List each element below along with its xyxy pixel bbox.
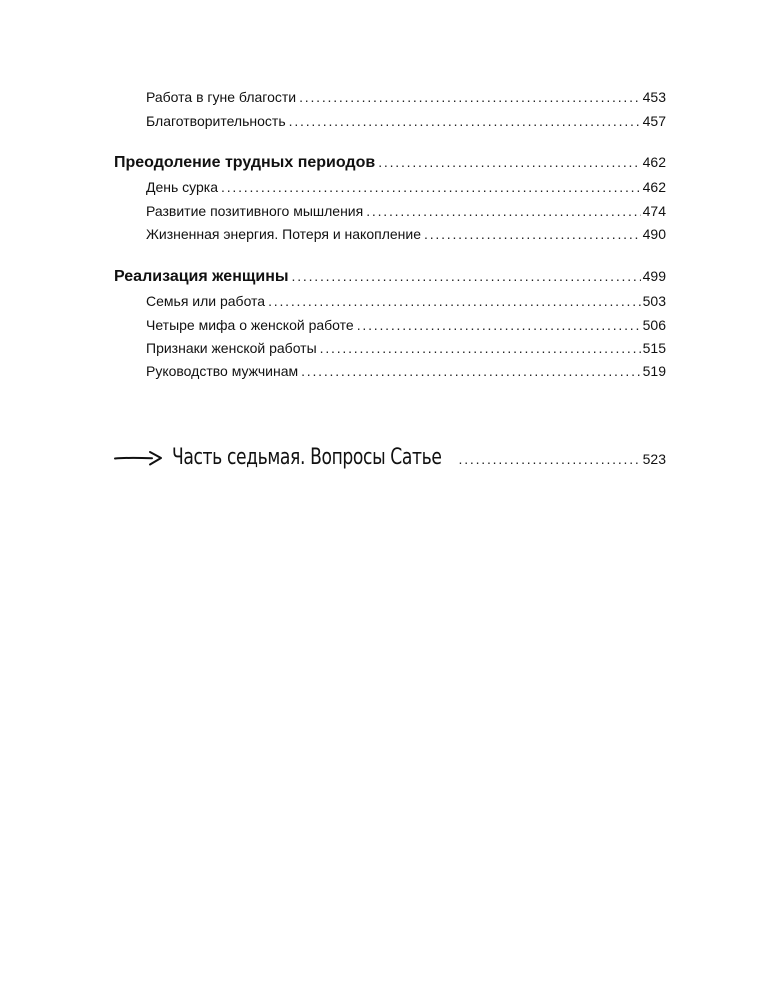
dot-leader xyxy=(299,90,641,104)
toc-entry-title: Признаки женской работы xyxy=(146,340,317,356)
toc-entry[interactable] xyxy=(146,294,666,308)
toc-entry[interactable] xyxy=(146,318,666,332)
hand-drawn-arrow-icon xyxy=(114,448,164,468)
toc-section-page: 462 xyxy=(642,154,666,170)
toc-entry-title: Развитие позитивного мышления xyxy=(146,203,364,219)
toc-entry-page: 457 xyxy=(642,113,666,129)
toc-entry-page: 515 xyxy=(642,340,666,356)
toc-entry-page: 462 xyxy=(642,179,666,195)
toc-entry-page: 490 xyxy=(642,226,666,242)
toc-section-heading[interactable] xyxy=(114,269,666,285)
toc-part-title: Часть седьмая. Вопросы Сатье xyxy=(172,445,442,470)
toc-entry[interactable] xyxy=(146,114,666,128)
dot-leader xyxy=(289,114,641,128)
toc-entry-page: 474 xyxy=(642,203,666,219)
toc-entry-page: 519 xyxy=(642,363,666,379)
dot-leader xyxy=(459,452,641,466)
dot-leader xyxy=(366,204,640,218)
dot-leader xyxy=(424,227,641,241)
toc-part-page: 523 xyxy=(642,451,666,467)
toc-entry[interactable] xyxy=(146,227,666,241)
toc-entry-title: Работа в гуне благости xyxy=(146,89,297,105)
dot-leader xyxy=(378,155,640,169)
toc-entry-title: Жизненная энергия. Потеря и накопление xyxy=(146,226,421,242)
toc-section-heading[interactable] xyxy=(114,155,666,171)
toc-entry[interactable] xyxy=(146,180,666,194)
toc-entry-page: 503 xyxy=(642,293,666,309)
toc-entry[interactable] xyxy=(146,364,666,378)
toc-entry-title: Руководство мужчинам xyxy=(146,363,299,379)
dot-leader xyxy=(292,269,641,283)
toc-entry-title: День сурка xyxy=(146,179,219,195)
dot-leader xyxy=(320,341,641,355)
toc-entry-page: 453 xyxy=(642,89,666,105)
toc-section-page: 499 xyxy=(642,268,666,284)
toc-entry[interactable] xyxy=(146,204,666,218)
toc-part-heading[interactable] xyxy=(114,447,666,469)
toc-entry-title: Четыре мифа о женской работе xyxy=(146,317,354,333)
toc-section-title: Реализация женщины xyxy=(114,268,289,285)
toc-section-title: Преодоление трудных периодов xyxy=(114,154,376,171)
toc-entry-title: Семья или работа xyxy=(146,293,266,309)
toc-entry[interactable] xyxy=(146,341,666,355)
dot-leader xyxy=(268,294,641,308)
toc-entry-title: Благотворительность xyxy=(146,113,286,129)
toc-entry[interactable] xyxy=(146,90,666,104)
dot-leader xyxy=(221,180,641,194)
dot-leader xyxy=(357,318,641,332)
toc-entry-page: 506 xyxy=(642,317,666,333)
dot-leader xyxy=(301,364,641,378)
